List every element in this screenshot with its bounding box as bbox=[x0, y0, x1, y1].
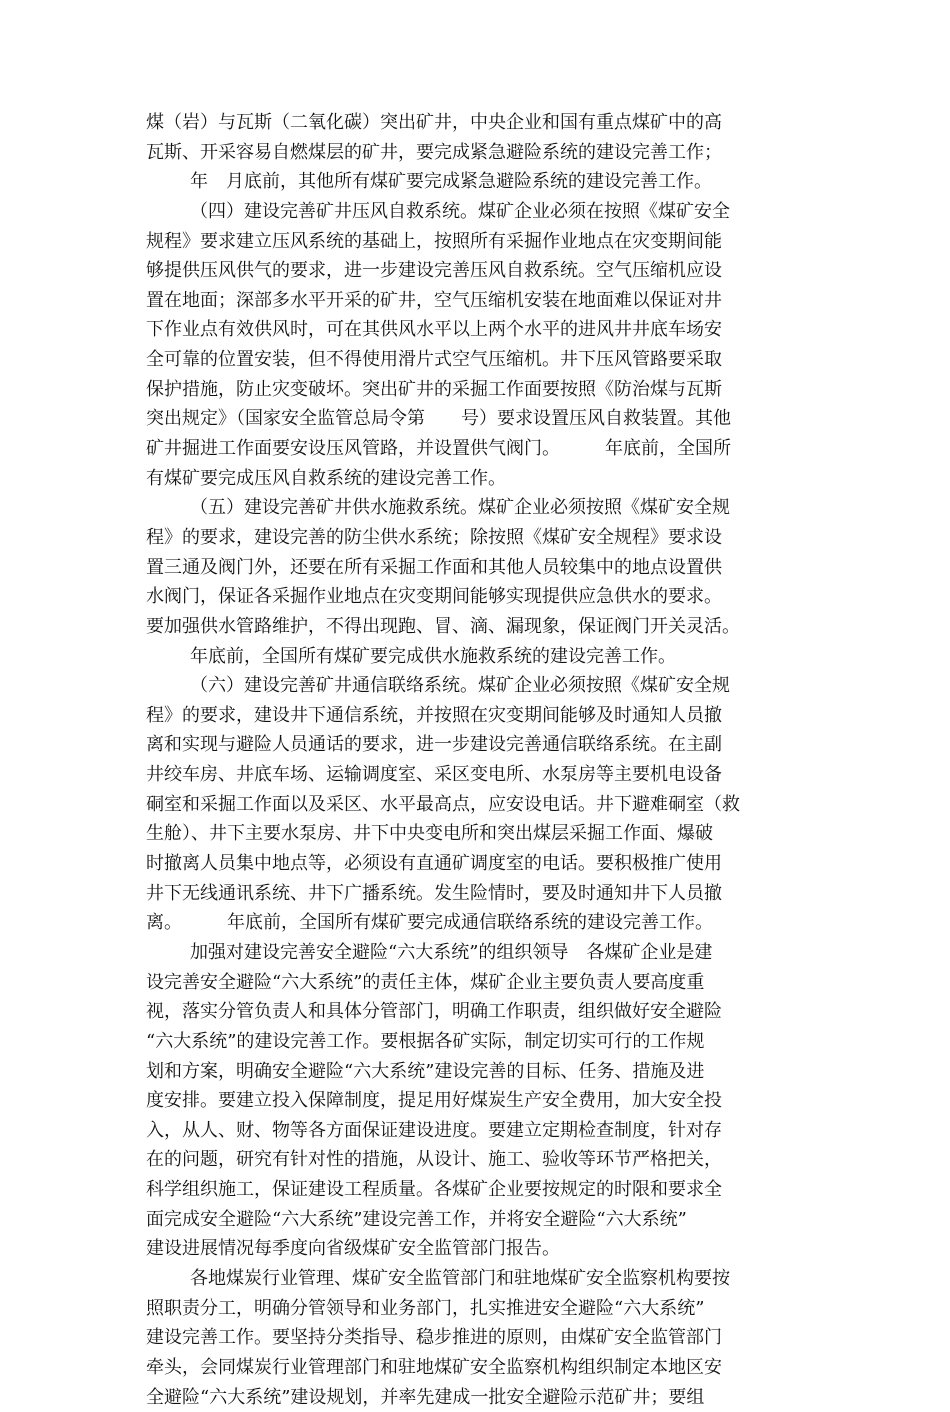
text-line: 在的问题，研究有针对性的措施，从设计、施工、验收等环节严格把关， bbox=[146, 1149, 722, 1171]
text-line: 程》的要求，建设完善的防尘供水系统；除按照《煤矿安全规程》要求设 bbox=[146, 526, 722, 548]
text-line: 程》的要求，建设井下通信系统，并按照在灾变期间能够及时通知人员撤 bbox=[146, 704, 722, 726]
text-line: 入，从人、财、物等各方面保证建设进度。要建立定期检查制度，针对存 bbox=[146, 1119, 722, 1141]
text-line: 置三通及阀门外，还要在所有采掘工作面和其他人员较集中的地点设置供 bbox=[146, 556, 722, 578]
text-line: 突出规定》（国家安全监管总局令第 号）要求设置压风自救装置。其他 bbox=[146, 408, 731, 430]
text-line: 年 月底前，其他所有煤矿要完成紧急避险系统的建设完善工作。 bbox=[190, 171, 712, 193]
text-line: 面完成安全避险“六大系统”建设完善工作，并将安全避险“六大系统” bbox=[146, 1208, 687, 1230]
text-line: 保护措施，防止灾变破坏。突出矿井的采掘工作面要按照《防治煤与瓦斯 bbox=[146, 378, 722, 400]
text-line: 视，落实分管负责人和具体分管部门，明确工作职责，组织做好安全避险 bbox=[146, 1001, 722, 1023]
text-line: 硐室和采掘工作面以及采区、水平最高点，应安设电话。井下避难硐室（救 bbox=[146, 793, 740, 815]
text-line: 井下无线通讯系统、井下广播系统。发生险情时，要及时通知井下人员撤 bbox=[146, 882, 722, 904]
text-line: 够提供压风供气的要求，进一步建设完善压风自救系统。空气压缩机应设 bbox=[146, 260, 722, 282]
paragraph-start: 各地煤炭行业管理、煤矿安全监管部门和驻地煤矿安全监察机构要按 bbox=[190, 1267, 730, 1289]
text-line: 科学组织施工，保证建设工程质量。各煤矿企业要按规定的时限和要求全 bbox=[146, 1179, 722, 1201]
text-line: 年底前，全国所有煤矿要完成供水施救系统的建设完善工作。 bbox=[190, 645, 676, 667]
text-line: 度安排。要建立投入保障制度，提足用好煤炭生产安全费用，加大安全投 bbox=[146, 1090, 722, 1112]
text-line: 全避险“六大系统”建设规划，并率先建成一批安全避险示范矿井；要组 bbox=[146, 1386, 705, 1408]
paragraph-start: （六）建设完善矿井通信联络系统。煤矿企业必须按照《煤矿安全规 bbox=[190, 675, 730, 697]
paragraph-start: （五）建设完善矿井供水施救系统。煤矿企业必须按照《煤矿安全规 bbox=[190, 497, 730, 519]
text-line: 全可靠的位置安装，但不得使用滑片式空气压缩机。井下压风管路要采取 bbox=[146, 349, 722, 371]
text-line: 离。 年底前，全国所有煤矿要完成通信联络系统的建设完善工作。 bbox=[146, 912, 713, 934]
text-line: 下作业点有效供风时，可在其供风水平以上两个水平的进风井井底车场安 bbox=[146, 319, 722, 341]
text-line: 建设进展情况每季度向省级煤矿安全监管部门报告。 bbox=[146, 1238, 560, 1260]
text-line: 牵头，会同煤炭行业管理部门和驻地煤矿安全监察机构组织制定本地区安 bbox=[146, 1356, 722, 1378]
text-line: 设完善安全避险“六大系统”的责任主体，煤矿企业主要负责人要高度重 bbox=[146, 971, 705, 993]
text-line: 置在地面；深部多水平开采的矿井，空气压缩机安装在地面难以保证对井 bbox=[146, 289, 722, 311]
text-line: 离和实现与避险人员通话的要求，进一步建设完善通信联络系统。在主副 bbox=[146, 734, 722, 756]
text-line: 瓦斯、开采容易自燃煤层的矿井，要完成紧急避险系统的建设完善工作； bbox=[146, 141, 722, 163]
text-line: 水阀门，保证各采掘作业地点在灾变期间能够实现提供应急供水的要求。 bbox=[146, 586, 722, 608]
text-line: 生舱）、井下主要水泵房、井下中央变电所和突出煤层采掘工作面、爆破 bbox=[146, 823, 713, 845]
paragraph-start: 加强对建设完善安全避险“六大系统”的组织领导 各煤矿企业是建 bbox=[190, 941, 713, 963]
text-line: 煤（岩）与瓦斯（二氧化碳）突出矿井，中央企业和国有重点煤矿中的高 bbox=[146, 112, 722, 133]
text-line: 有煤矿要完成压风自救系统的建设完善工作。 bbox=[146, 467, 506, 489]
text-line: 划和方案，明确安全避险“六大系统”建设完善的目标、任务、措施及进 bbox=[146, 1060, 705, 1082]
text-line: 照职责分工，明确分管领导和业务部门，扎实推进安全避险“六大系统” bbox=[146, 1297, 705, 1319]
text-line: 矿井掘进工作面要安设压风管路，并设置供气阀门。 年底前，全国所 bbox=[146, 438, 731, 460]
text-line: 井绞车房、井底车场、运输调度室、采区变电所、水泵房等主要机电设备 bbox=[146, 764, 722, 786]
text-line: “六大系统”的建设完善工作。要根据各矿实际，制定切实可行的工作规 bbox=[146, 1030, 705, 1052]
text-line: 要加强供水管路维护，不得出现跑、冒、滴、漏现象，保证阀门开关灵活。 bbox=[146, 615, 740, 637]
document-body bbox=[146, 108, 806, 1412]
text-line: 时撤离人员集中地点等，必须设有直通矿调度室的电话。要积极推广使用 bbox=[146, 853, 722, 875]
paragraph-start: （四）建设完善矿井压风自救系统。煤矿企业必须在按照《煤矿安全 bbox=[190, 200, 730, 222]
text-line: 建设完善工作。要坚持分类指导、稳步推进的原则，由煤矿安全监管部门 bbox=[146, 1327, 722, 1349]
text-line: 规程》要求建立压风系统的基础上，按照所有采掘作业地点在灾变期间能 bbox=[146, 230, 722, 252]
